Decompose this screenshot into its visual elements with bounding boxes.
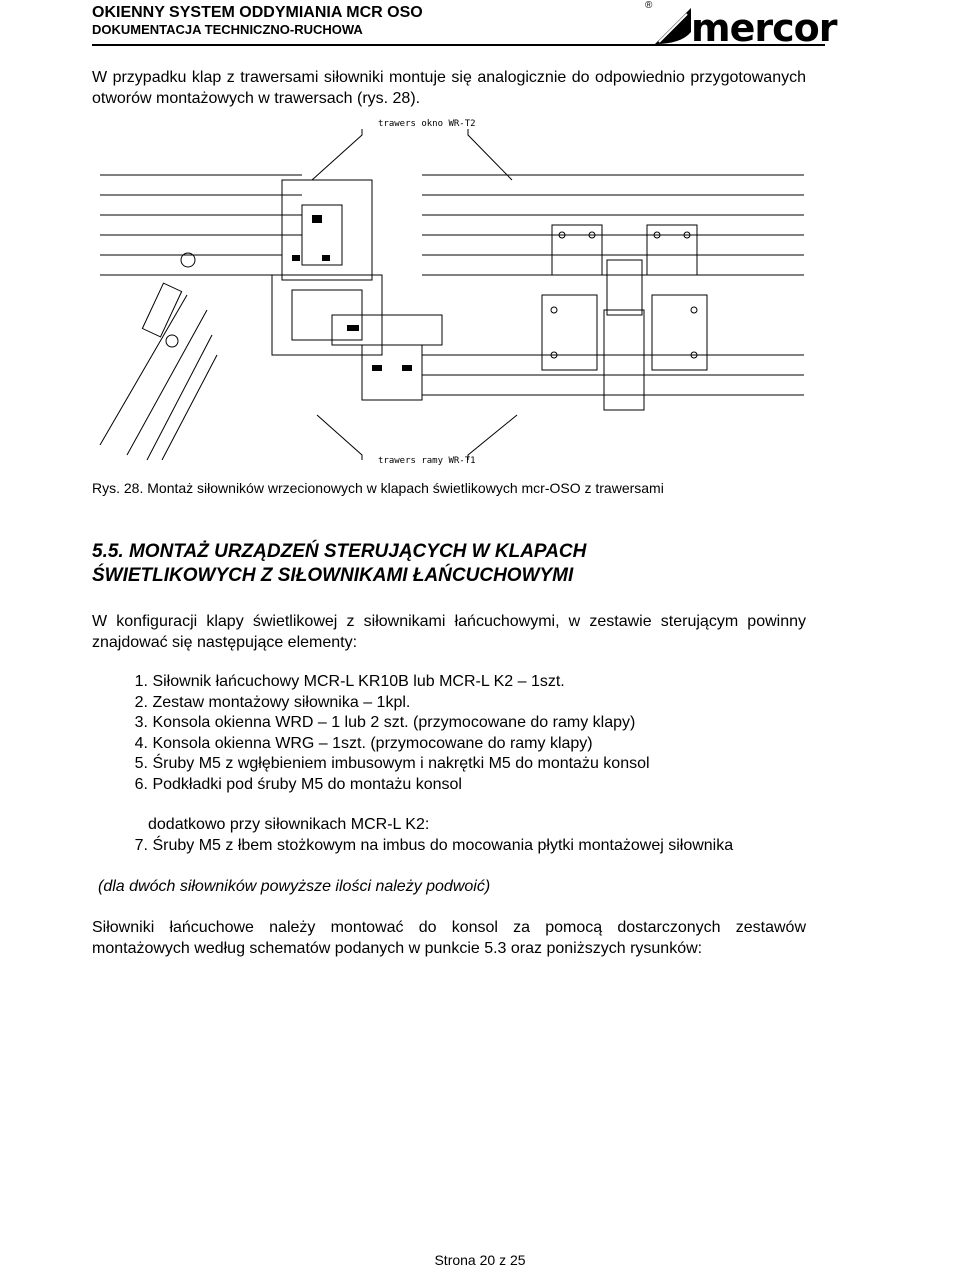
config-paragraph: W konfiguracji klapy świetlikowej z siłownikami łańcuchowymi, w zestawie sterującym powinny znajdować się następujące elementy: [92, 613, 806, 651]
item-number: 6. [134, 775, 148, 793]
header-system-title: OKIENNY SYSTEM ODDYMIANIA MCR OSO [92, 4, 423, 21]
item-number: 1. [134, 673, 148, 690]
quantity-note: (dla dwóch siłowników powyższe ilości należy podwoić) [98, 878, 491, 895]
mounting-paragraph: Siłowniki łańcuchowe należy montować do konsol za pomocą dostarczonych zestawów montażowych według schematów podanych w punkcie 5.3 oraz poniższych rysunków: [92, 919, 806, 957]
leaf-icon [651, 4, 695, 46]
section-heading-line2: ŚWIETLIKOWYCH Z SIŁOWNIKAMI ŁAŃCUCHOWYMI [92, 565, 574, 586]
logo-wordmark: mercor [691, 6, 837, 50]
item-number: 4. [134, 734, 148, 752]
page-number: Strona 20 z 25 [434, 1252, 526, 1268]
list-item [92, 775, 650, 796]
header-doc-title: DOKUMENTACJA TECHNICZNO-RUCHOWA [92, 22, 363, 37]
intro-paragraph: W przypadku klap z trawersami siłowniki montuje się analogicznie do odpowiednio przygotowanych otworów montażowych w trawersach (rys. 28). [92, 69, 806, 107]
technical-drawing [92, 115, 812, 475]
item-text: Siłownik łańcuchowy MCR-L KR10B lub MCR-L K2 – 1szt. [152, 673, 565, 690]
item-number: 2. [134, 693, 148, 711]
section-heading-line1: 5.5. MONTAŻ URZĄDZEŃ STERUJĄCYCH W KLAPACH [92, 541, 587, 562]
list-item [92, 734, 650, 755]
list-item [92, 754, 650, 775]
item-text: Konsola okienna WRD – 1 lub 2 szt. (przymocowane do ramy klapy) [152, 714, 636, 731]
item-text: Konsola okienna WRG – 1szt. (przymocowane do ramy klapy) [152, 734, 593, 752]
item-number: 3. [134, 714, 148, 731]
list-item [92, 836, 733, 856]
label-trawers-ramy: trawers ramy WR-T1 [378, 456, 476, 466]
item-number: 5. [134, 755, 148, 772]
section-heading [92, 540, 586, 588]
registered-mark: ® [645, 0, 653, 11]
list-item [92, 672, 650, 693]
item-text: Podkładki pod śruby M5 do montażu konsol [152, 775, 462, 793]
header-divider [92, 44, 825, 46]
item-text: Śruby M5 z łbem stożkowym na imbus do mocowania płytki montażowej siłownika [152, 837, 734, 854]
list-item [92, 693, 650, 714]
label-trawers-okno: trawers okno WR-T2 [378, 119, 476, 129]
component-list [92, 672, 650, 795]
item-text: Śruby M5 z wgłębieniem imbusowym i nakrętki M5 do montażu konsol [152, 755, 650, 772]
item-text: Zestaw montażowy siłownika – 1kpl. [152, 693, 411, 711]
figure-caption: Rys. 28. Montaż siłowników wrzecionowych w klapach świetlikowych mcr-OSO z trawersami [92, 480, 664, 496]
additional-items-heading: dodatkowo przy siłownikach MCR-L K2: [148, 816, 430, 833]
list-item [92, 713, 650, 734]
mercor-logo [645, 0, 837, 50]
document-header [92, 4, 423, 38]
item-number: 7. [134, 837, 148, 854]
